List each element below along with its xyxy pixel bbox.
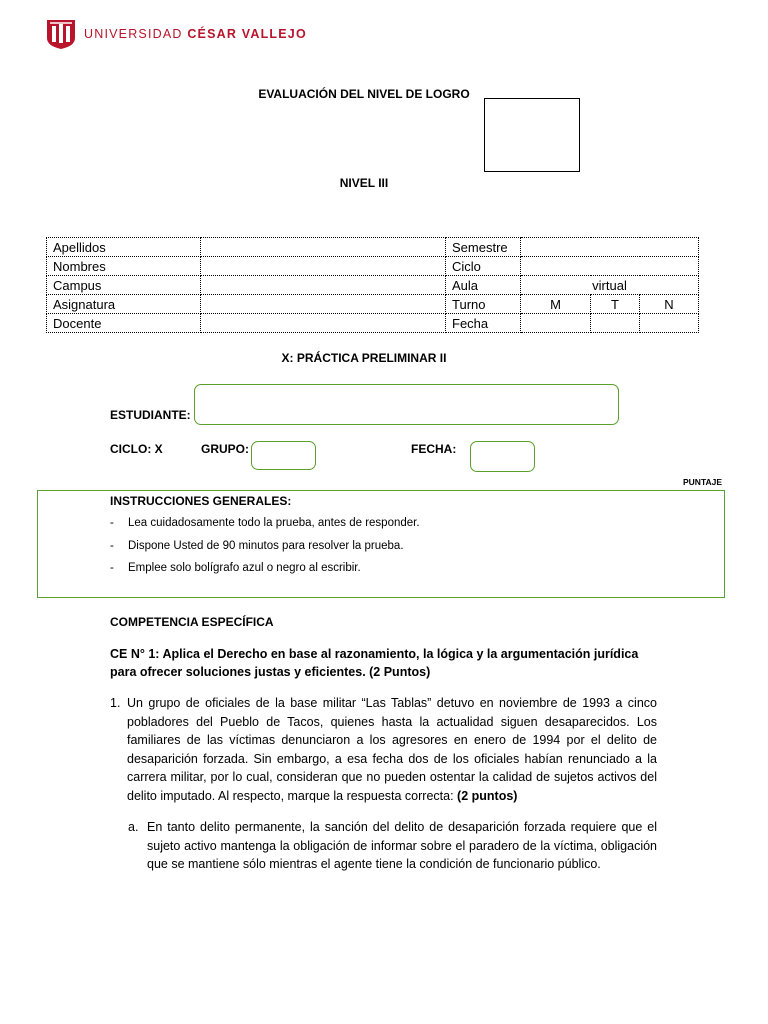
nombres-value[interactable] bbox=[201, 257, 446, 276]
fecha-label: Fecha bbox=[446, 314, 521, 333]
aula-label: Aula bbox=[446, 276, 521, 295]
option-a-text: En tanto delito permanente, la sanción del delito de desaparición forzada requiere que el sujeto activo mantenga la obligación de informar sobre el paradero de la víctima, obligación que se mantiene sólo mientras el agente tiene la condición de funcionario público. bbox=[147, 820, 657, 872]
instruction-item: - Dispone Usted de 90 minutos para resolver la prueba. bbox=[110, 540, 404, 552]
option-a-letter: a. bbox=[128, 820, 139, 834]
university-crest-icon bbox=[46, 18, 76, 50]
campus-label: Campus bbox=[47, 276, 201, 295]
campus-value[interactable] bbox=[201, 276, 446, 295]
fecha-value-3[interactable] bbox=[640, 314, 699, 333]
table-row bbox=[47, 276, 699, 295]
asignatura-value[interactable] bbox=[201, 295, 446, 314]
practice-title: X: PRÁCTICA PRELIMINAR II bbox=[281, 351, 447, 365]
turno-n[interactable]: N bbox=[640, 295, 699, 314]
aula-value: virtual bbox=[521, 276, 699, 295]
docente-label: Docente bbox=[47, 314, 201, 333]
instructions-box bbox=[37, 490, 725, 598]
turno-label: Turno bbox=[446, 295, 521, 314]
student-info-table bbox=[46, 237, 699, 333]
table-row bbox=[47, 314, 699, 333]
question-text: Un grupo de oficiales de la base militar “Las Tablas” detuvo en noviembre de 1993 a cinco pobladores del Pueblo de Tacos, quienes hasta la actualidad siguen desaparecidos. Los familiares de las víctimas denunciaron a los agresores en enero de 1994 por el delito de desaparición forzada. Sin embargo, a esa fecha dos de los oficiales habían renunciado a la carrera militar, por lo cual, consideran que no pueden ostentar la calidad de sujetos activos del delito imputado. Al respecto, marque la respuesta correcta: (2 puntos) bbox=[127, 696, 657, 803]
instruction-item: - Lea cuidadosamente todo la prueba, antes de responder. bbox=[110, 517, 420, 529]
option-a[interactable] bbox=[128, 818, 657, 874]
apellidos-value[interactable] bbox=[201, 238, 446, 257]
ciclo-label: CICLO: X bbox=[110, 442, 163, 456]
competencia-heading: COMPETENCIA ESPECÍFICA bbox=[110, 615, 274, 629]
ciclo-label: Ciclo bbox=[446, 257, 521, 276]
fecha-input[interactable] bbox=[470, 441, 535, 472]
question-number: 1. bbox=[110, 696, 121, 710]
table-row bbox=[47, 295, 699, 314]
fecha-label: FECHA: bbox=[411, 442, 457, 456]
ce-statement: CE N° 1: Aplica el Derecho en base al razonamiento, la lógica y la argumentación jurídica para ofrecer soluciones justas y eficientes. (2 Puntos) bbox=[110, 647, 639, 679]
bullet-dash: - bbox=[110, 540, 114, 552]
fecha-value-1[interactable] bbox=[521, 314, 591, 333]
grupo-label: GRUPO: bbox=[201, 442, 249, 456]
semestre-value[interactable] bbox=[521, 238, 699, 257]
table-row bbox=[47, 257, 699, 276]
turno-t[interactable]: T bbox=[591, 295, 640, 314]
bullet-dash: - bbox=[110, 562, 114, 574]
table-row bbox=[47, 238, 699, 257]
level-title: NIVEL III bbox=[339, 176, 389, 190]
fecha-value-2[interactable] bbox=[591, 314, 640, 333]
estudiante-input[interactable] bbox=[194, 384, 619, 425]
asignatura-label: Asignatura bbox=[47, 295, 201, 314]
instruction-item: - Emplee solo bolígrafo azul o negro al escribir. bbox=[110, 562, 361, 574]
question-points: (2 puntos) bbox=[457, 788, 518, 803]
turno-m[interactable]: M bbox=[521, 295, 591, 314]
score-box bbox=[484, 98, 580, 172]
apellidos-label: Apellidos bbox=[47, 238, 201, 257]
bullet-dash: - bbox=[110, 517, 114, 529]
grupo-input[interactable] bbox=[251, 441, 316, 470]
page-title: EVALUACIÓN DEL NIVEL DE LOGRO bbox=[258, 87, 470, 101]
nombres-label: Nombres bbox=[47, 257, 201, 276]
docente-value[interactable] bbox=[201, 314, 446, 333]
estudiante-label: ESTUDIANTE: bbox=[110, 408, 191, 422]
ciclo-value[interactable] bbox=[521, 257, 699, 276]
university-logo bbox=[46, 18, 307, 50]
university-name: UNIVERSIDAD CÉSAR VALLEJO bbox=[84, 27, 307, 41]
instructions-title: INSTRUCCIONES GENERALES: bbox=[110, 494, 292, 508]
puntaje-label: PUNTAJE bbox=[683, 477, 723, 487]
question-1 bbox=[110, 694, 657, 806]
semestre-label: Semestre bbox=[446, 238, 521, 257]
